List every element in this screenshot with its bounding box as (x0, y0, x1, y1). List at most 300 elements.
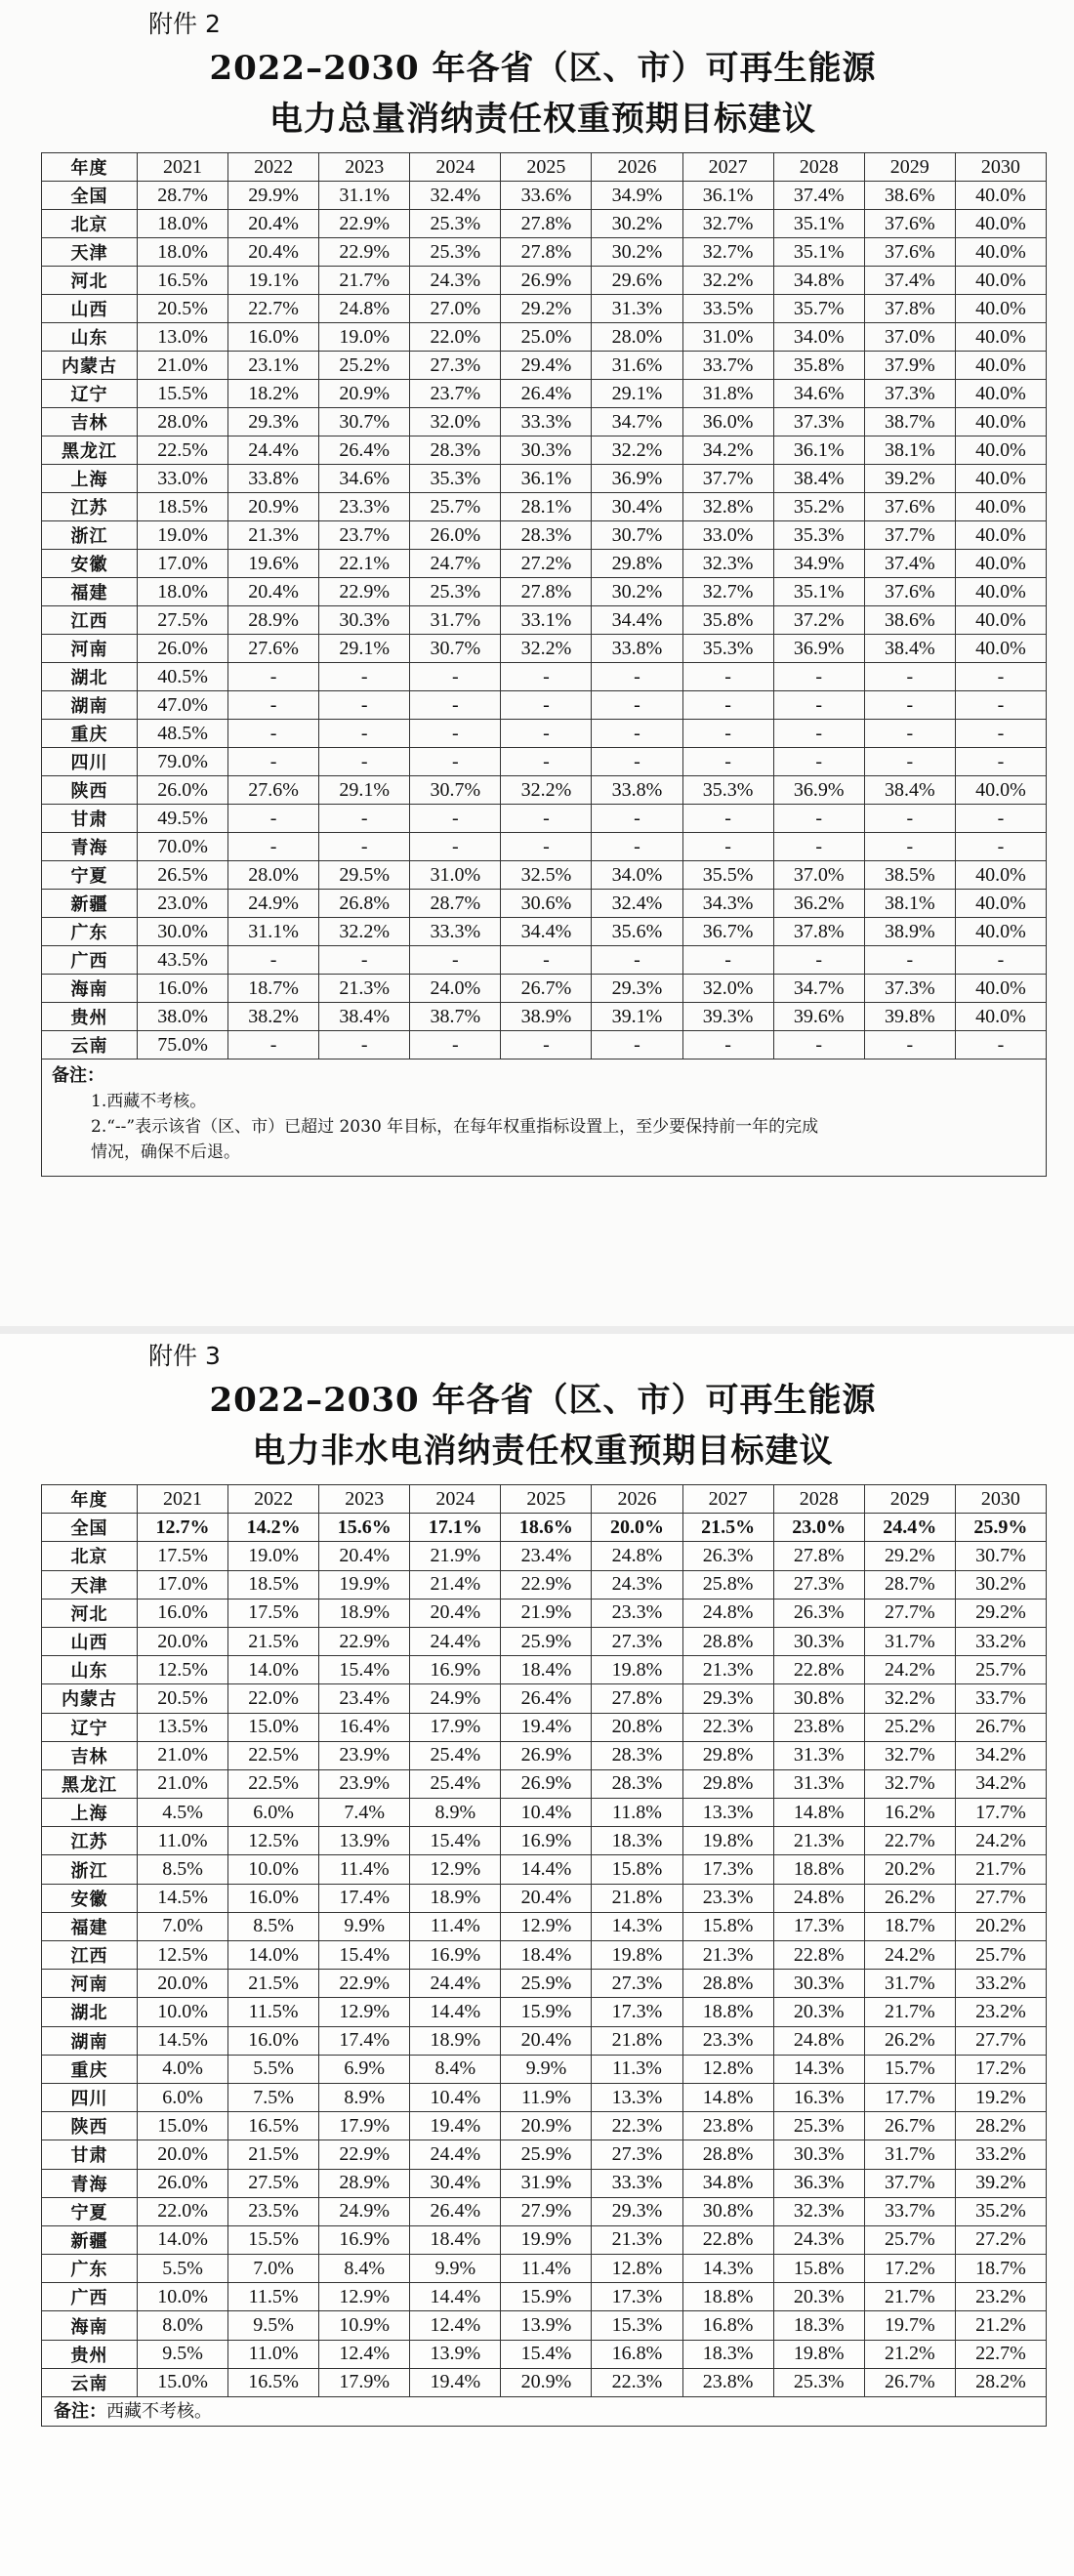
total-weight-table (41, 152, 1047, 1059)
header-cell: 2026 (592, 1485, 682, 1514)
table-row (42, 295, 1047, 323)
value-cell: 22.1% (319, 550, 410, 578)
value-cell: 19.7% (864, 2311, 955, 2340)
province-cell: 新疆 (42, 890, 138, 918)
table-row (42, 1684, 1047, 1713)
value-cell: 40.0% (955, 550, 1046, 578)
province-cell: 上海 (42, 465, 138, 493)
value-cell: 23.9% (319, 1741, 410, 1769)
value-cell: 30.7% (319, 408, 410, 436)
value-cell: 19.2% (955, 2083, 1046, 2111)
note-1: 1.西藏不考核。 (91, 1092, 207, 1111)
value-cell: 11.8% (592, 1799, 682, 1827)
value-cell: 15.8% (592, 1855, 682, 1884)
value-cell: - (955, 663, 1046, 691)
value-cell: 37.4% (864, 550, 955, 578)
value-cell: - (501, 833, 592, 861)
value-cell: 33.7% (864, 2197, 955, 2225)
value-cell: 21.5% (228, 2140, 319, 2169)
province-cell: 山东 (42, 323, 138, 352)
table-row (42, 748, 1047, 776)
table-body (42, 1485, 1047, 2397)
value-cell: 31.1% (228, 918, 319, 946)
value-cell: 18.3% (682, 2340, 773, 2368)
value-cell: 23.0% (773, 1514, 864, 1542)
value-cell: 34.2% (955, 1769, 1046, 1798)
table-row (42, 1514, 1047, 1542)
value-cell: 30.4% (592, 493, 682, 521)
value-cell: 35.1% (773, 210, 864, 238)
value-cell: 38.1% (864, 436, 955, 465)
value-cell: - (501, 805, 592, 833)
value-cell: 16.4% (319, 1713, 410, 1741)
value-cell: 29.2% (864, 1542, 955, 1570)
value-cell: 29.1% (319, 776, 410, 805)
value-cell: 17.0% (138, 1570, 228, 1599)
table-row (42, 182, 1047, 210)
table-row (42, 2283, 1047, 2311)
value-cell: 17.3% (592, 1998, 682, 2026)
table-row (42, 663, 1047, 691)
value-cell: 39.8% (864, 1003, 955, 1031)
value-cell: 14.3% (592, 1912, 682, 1940)
table-row (42, 2255, 1047, 2283)
value-cell: 35.1% (773, 578, 864, 606)
value-cell: 31.7% (864, 2140, 955, 2169)
value-cell: 31.7% (864, 1627, 955, 1655)
province-cell: 北京 (42, 1542, 138, 1570)
value-cell: 24.9% (228, 890, 319, 918)
table-row (42, 975, 1047, 1003)
table-row (42, 805, 1047, 833)
value-cell: 15.5% (138, 380, 228, 408)
province-cell: 浙江 (42, 521, 138, 550)
value-cell: 21.0% (138, 1741, 228, 1769)
value-cell: 32.7% (682, 578, 773, 606)
value-cell: - (501, 691, 592, 720)
value-cell: 40.0% (955, 975, 1046, 1003)
header-cell: 2021 (138, 1485, 228, 1514)
province-cell: 吉林 (42, 1741, 138, 1769)
value-cell: 26.0% (138, 2169, 228, 2197)
value-cell: 30.8% (682, 2197, 773, 2225)
value-cell: - (682, 833, 773, 861)
value-cell: 15.4% (410, 1827, 501, 1855)
value-cell: - (410, 833, 501, 861)
value-cell: 24.8% (773, 1884, 864, 1912)
value-cell: 29.3% (228, 408, 319, 436)
value-cell: 16.5% (138, 267, 228, 295)
value-cell: 17.9% (319, 2368, 410, 2396)
value-cell: 24.4% (228, 436, 319, 465)
value-cell: 29.2% (501, 295, 592, 323)
value-cell: - (592, 720, 682, 748)
value-cell: 21.7% (864, 1998, 955, 2026)
value-cell: 23.3% (592, 1599, 682, 1627)
value-cell: 13.0% (138, 323, 228, 352)
value-cell: - (955, 833, 1046, 861)
value-cell: 24.4% (410, 1627, 501, 1655)
value-cell: - (501, 663, 592, 691)
table-row (42, 1713, 1047, 1741)
table-row (42, 1656, 1047, 1684)
province-cell: 河南 (42, 635, 138, 663)
value-cell: - (773, 720, 864, 748)
value-cell: 18.7% (864, 1912, 955, 1940)
value-cell: 23.4% (501, 1542, 592, 1570)
value-cell: 19.4% (410, 2112, 501, 2140)
value-cell: - (773, 805, 864, 833)
value-cell: 30.7% (410, 635, 501, 663)
table-row (42, 238, 1047, 267)
value-cell: 26.4% (501, 380, 592, 408)
value-cell: 28.9% (319, 2169, 410, 2197)
value-cell: 13.5% (138, 1713, 228, 1741)
value-cell: - (864, 833, 955, 861)
table-row (42, 1031, 1047, 1059)
table-row (42, 2368, 1047, 2396)
value-cell: 6.9% (319, 2055, 410, 2083)
value-cell: 49.5% (138, 805, 228, 833)
value-cell: 15.5% (228, 2225, 319, 2254)
value-cell: 15.0% (228, 1713, 319, 1741)
province-cell: 福建 (42, 578, 138, 606)
table-row (42, 776, 1047, 805)
value-cell: 34.4% (592, 606, 682, 635)
header-cell: 2023 (319, 1485, 410, 1514)
value-cell: 36.3% (773, 2169, 864, 2197)
value-cell: - (773, 833, 864, 861)
value-cell: - (228, 720, 319, 748)
value-cell: 25.7% (864, 2225, 955, 2254)
header-cell-year: 年度 (42, 153, 138, 182)
value-cell: 10.0% (228, 1855, 319, 1884)
value-cell: 8.0% (138, 2311, 228, 2340)
value-cell: 26.4% (501, 1684, 592, 1713)
page-title-line1: 2022–2030 年各省（区、市）可再生能源 (209, 49, 877, 88)
province-cell: 辽宁 (42, 1713, 138, 1741)
value-cell: 34.9% (592, 182, 682, 210)
value-cell: 20.9% (501, 2112, 592, 2140)
value-cell: 35.6% (592, 918, 682, 946)
value-cell: 29.2% (955, 1599, 1046, 1627)
value-cell: 19.4% (410, 2368, 501, 2396)
value-cell: 15.6% (319, 1514, 410, 1542)
value-cell: 21.9% (410, 1542, 501, 1570)
value-cell: 39.6% (773, 1003, 864, 1031)
value-cell: 27.6% (228, 635, 319, 663)
value-cell: 40.0% (955, 1003, 1046, 1031)
value-cell: 19.8% (592, 1656, 682, 1684)
header-cell-year: 年度 (42, 1485, 138, 1514)
value-cell: 24.9% (410, 1684, 501, 1713)
value-cell: 40.0% (955, 352, 1046, 380)
value-cell: 31.9% (501, 2169, 592, 2197)
value-cell: 18.0% (138, 578, 228, 606)
value-cell: 15.0% (138, 2368, 228, 2396)
value-cell: 35.3% (773, 521, 864, 550)
value-cell: 9.5% (228, 2311, 319, 2340)
value-cell: - (773, 663, 864, 691)
value-cell: - (592, 748, 682, 776)
value-cell: 28.3% (592, 1769, 682, 1798)
value-cell: 33.8% (592, 776, 682, 805)
value-cell: 25.9% (501, 1970, 592, 1998)
value-cell: 40.0% (955, 890, 1046, 918)
value-cell: 22.7% (864, 1827, 955, 1855)
value-cell: 16.0% (138, 1599, 228, 1627)
header-cell: 2024 (410, 153, 501, 182)
value-cell: 23.4% (319, 1684, 410, 1713)
province-cell: 浙江 (42, 1855, 138, 1884)
value-cell: 38.6% (864, 182, 955, 210)
province-cell: 青海 (42, 833, 138, 861)
value-cell: 40.0% (955, 606, 1046, 635)
value-cell: 21.7% (864, 2283, 955, 2311)
value-cell: 25.7% (955, 1656, 1046, 1684)
value-cell: 33.3% (410, 918, 501, 946)
value-cell: 8.9% (319, 2083, 410, 2111)
value-cell: - (955, 720, 1046, 748)
value-cell: - (773, 748, 864, 776)
value-cell: 37.0% (773, 861, 864, 890)
value-cell: 28.2% (955, 2368, 1046, 2396)
value-cell: 27.8% (501, 210, 592, 238)
value-cell: 20.5% (138, 295, 228, 323)
province-cell: 湖北 (42, 1998, 138, 2026)
value-cell: 33.0% (138, 465, 228, 493)
note-2: 2.“--”表示该省（区、市）已超过 2030 年目标，在每年权重指标设置上，至少要保持前一年的完成 (91, 1117, 819, 1137)
value-cell: 28.0% (592, 323, 682, 352)
table-row (42, 1003, 1047, 1031)
value-cell: 34.4% (501, 918, 592, 946)
value-cell: 32.2% (501, 776, 592, 805)
value-cell: 39.3% (682, 1003, 773, 1031)
province-cell: 海南 (42, 975, 138, 1003)
value-cell: 37.8% (864, 295, 955, 323)
value-cell: 30.8% (773, 1684, 864, 1713)
value-cell: 18.9% (410, 1884, 501, 1912)
value-cell: 36.2% (773, 890, 864, 918)
value-cell: 37.6% (864, 210, 955, 238)
value-cell: 35.3% (682, 776, 773, 805)
value-cell: 30.3% (773, 1627, 864, 1655)
table-row (42, 1799, 1047, 1827)
value-cell: 38.5% (864, 861, 955, 890)
value-cell: 40.0% (955, 776, 1046, 805)
value-cell: 14.8% (682, 2083, 773, 2111)
value-cell: 24.7% (410, 550, 501, 578)
header-cell: 2022 (228, 153, 319, 182)
value-cell: 20.2% (864, 1855, 955, 1884)
value-cell: - (592, 833, 682, 861)
value-cell: 35.5% (682, 861, 773, 890)
table-row (42, 1884, 1047, 1912)
value-cell: 32.2% (864, 1684, 955, 1713)
table-row (42, 1627, 1047, 1655)
table-row (42, 1941, 1047, 1970)
province-cell: 云南 (42, 2368, 138, 2396)
province-cell: 天津 (42, 1570, 138, 1599)
value-cell: - (864, 1031, 955, 1059)
table-row (42, 2311, 1047, 2340)
value-cell: 26.9% (501, 1741, 592, 1769)
value-cell: 30.7% (592, 521, 682, 550)
value-cell: 22.7% (228, 295, 319, 323)
value-cell: 36.1% (501, 465, 592, 493)
value-cell: 47.0% (138, 691, 228, 720)
value-cell: 40.0% (955, 295, 1046, 323)
value-cell: 40.0% (955, 521, 1046, 550)
value-cell: 16.5% (228, 2112, 319, 2140)
value-cell: 20.0% (138, 1970, 228, 1998)
value-cell: 16.2% (864, 1799, 955, 1827)
value-cell: 36.9% (773, 635, 864, 663)
province-cell: 湖南 (42, 691, 138, 720)
table-row (42, 1998, 1047, 2026)
value-cell: - (410, 946, 501, 975)
value-cell: 48.5% (138, 720, 228, 748)
value-cell: 30.3% (319, 606, 410, 635)
value-cell: - (864, 691, 955, 720)
value-cell: 16.9% (501, 1827, 592, 1855)
value-cell: 25.3% (773, 2112, 864, 2140)
province-cell: 全国 (42, 1514, 138, 1542)
value-cell: 33.1% (501, 606, 592, 635)
value-cell: 28.3% (410, 436, 501, 465)
value-cell: - (592, 663, 682, 691)
value-cell: 21.2% (955, 2311, 1046, 2340)
value-cell: 20.4% (228, 210, 319, 238)
value-cell: 37.6% (864, 238, 955, 267)
value-cell: 30.2% (592, 210, 682, 238)
value-cell: 30.6% (501, 890, 592, 918)
value-cell: - (773, 946, 864, 975)
value-cell: 24.4% (410, 2140, 501, 2169)
value-cell: - (682, 805, 773, 833)
value-cell: 14.0% (228, 1656, 319, 1684)
value-cell: 18.4% (501, 1656, 592, 1684)
value-cell: 18.8% (682, 2283, 773, 2311)
table-row (42, 635, 1047, 663)
value-cell: 15.4% (501, 2340, 592, 2368)
value-cell: 15.4% (319, 1656, 410, 1684)
value-cell: 25.3% (410, 210, 501, 238)
province-cell: 山东 (42, 1656, 138, 1684)
value-cell: 23.2% (955, 2283, 1046, 2311)
value-cell: 15.0% (138, 2112, 228, 2140)
table-row (42, 408, 1047, 436)
attachment-3-page (0, 1334, 1074, 2576)
value-cell: 19.8% (592, 1941, 682, 1970)
province-cell: 吉林 (42, 408, 138, 436)
value-cell: 16.0% (228, 323, 319, 352)
value-cell: 5.5% (228, 2055, 319, 2083)
value-cell: 29.3% (682, 1684, 773, 1713)
value-cell: 21.3% (319, 975, 410, 1003)
value-cell: 40.0% (955, 493, 1046, 521)
value-cell: 35.3% (410, 465, 501, 493)
value-cell: 33.2% (955, 1970, 1046, 1998)
value-cell: 20.0% (592, 1514, 682, 1542)
value-cell: 16.3% (773, 2083, 864, 2111)
value-cell: 25.7% (955, 1941, 1046, 1970)
table-row (42, 2340, 1047, 2368)
value-cell: 11.9% (501, 2083, 592, 2111)
province-cell: 安徽 (42, 550, 138, 578)
value-cell: 28.1% (501, 493, 592, 521)
value-cell: 37.2% (773, 606, 864, 635)
value-cell: 27.8% (501, 578, 592, 606)
value-cell: 29.8% (682, 1741, 773, 1769)
value-cell: 28.7% (410, 890, 501, 918)
value-cell: 9.9% (501, 2055, 592, 2083)
value-cell: 18.9% (410, 2026, 501, 2055)
province-cell: 海南 (42, 2311, 138, 2340)
province-cell: 云南 (42, 1031, 138, 1059)
header-cell: 2028 (773, 1485, 864, 1514)
value-cell: 32.7% (864, 1769, 955, 1798)
province-cell: 广东 (42, 918, 138, 946)
value-cell: 38.7% (410, 1003, 501, 1031)
value-cell: 31.8% (682, 380, 773, 408)
value-cell: 38.4% (773, 465, 864, 493)
value-cell: 34.8% (682, 2169, 773, 2197)
value-cell: - (864, 720, 955, 748)
value-cell: 40.5% (138, 663, 228, 691)
value-cell: 18.8% (682, 1998, 773, 2026)
value-cell: 24.3% (410, 267, 501, 295)
table-row (42, 861, 1047, 890)
value-cell: 11.5% (228, 2283, 319, 2311)
value-cell: 70.0% (138, 833, 228, 861)
value-cell: 18.0% (138, 238, 228, 267)
value-cell: 22.8% (773, 1656, 864, 1684)
province-cell: 甘肃 (42, 805, 138, 833)
page-title-line1: 2022–2030 年各省（区、市）可再生能源 (209, 1381, 877, 1420)
value-cell: 30.3% (501, 436, 592, 465)
value-cell: 20.3% (773, 1998, 864, 2026)
value-cell: - (410, 805, 501, 833)
value-cell: 24.9% (319, 2197, 410, 2225)
value-cell: 14.0% (228, 1941, 319, 1970)
value-cell: 28.0% (228, 861, 319, 890)
value-cell: 32.0% (410, 408, 501, 436)
value-cell: 23.9% (319, 1769, 410, 1798)
value-cell: 31.3% (773, 1741, 864, 1769)
value-cell: 13.9% (410, 2340, 501, 2368)
value-cell: 27.8% (773, 1542, 864, 1570)
value-cell: 25.9% (955, 1514, 1046, 1542)
province-cell: 湖北 (42, 663, 138, 691)
value-cell: 39.2% (864, 465, 955, 493)
table-row (42, 918, 1047, 946)
value-cell: 8.4% (319, 2255, 410, 2283)
value-cell: 26.3% (682, 1542, 773, 1570)
table-row (42, 1599, 1047, 1627)
value-cell: 31.6% (592, 352, 682, 380)
value-cell: - (410, 1031, 501, 1059)
value-cell: 27.8% (501, 238, 592, 267)
value-cell: 14.8% (773, 1799, 864, 1827)
value-cell: - (410, 691, 501, 720)
value-cell: 33.8% (592, 635, 682, 663)
value-cell: 32.7% (864, 1741, 955, 1769)
table-row (42, 521, 1047, 550)
value-cell: 27.3% (773, 1570, 864, 1599)
value-cell: 18.5% (228, 1570, 319, 1599)
table-row (42, 890, 1047, 918)
